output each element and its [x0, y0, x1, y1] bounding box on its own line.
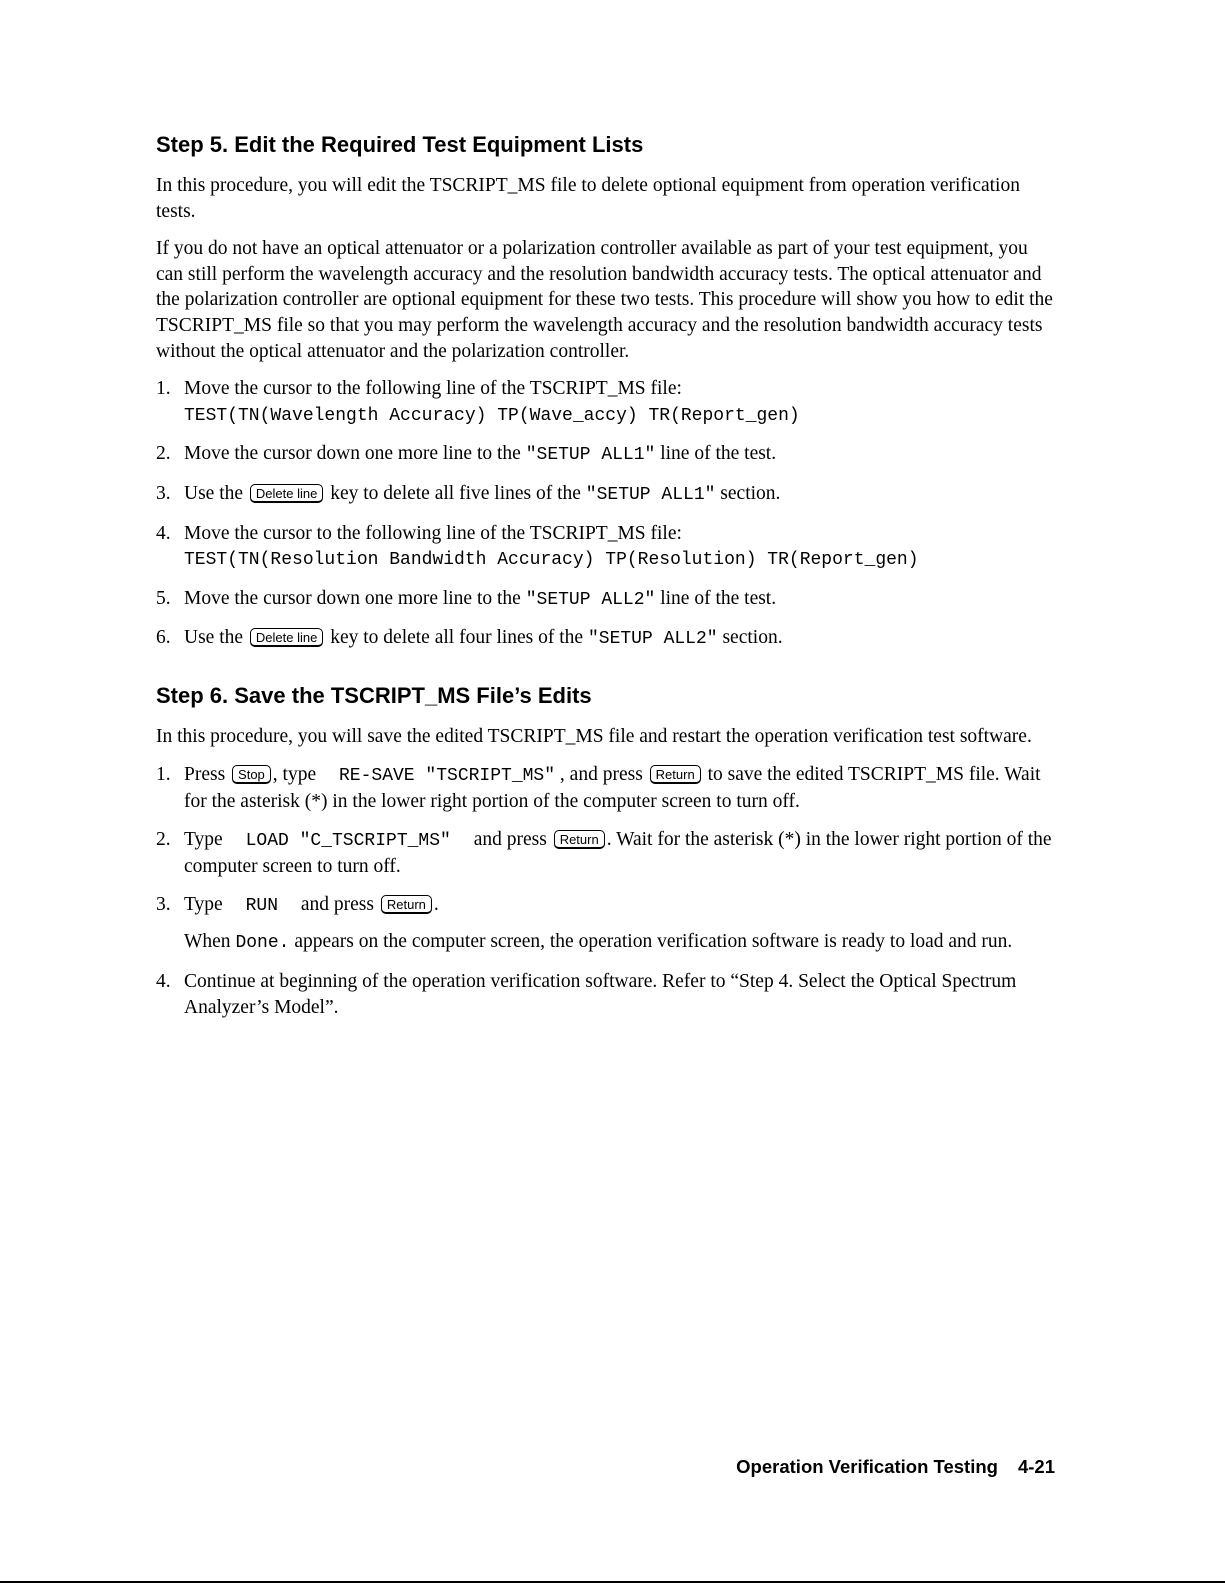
delete-line-key: Delete line — [250, 628, 323, 647]
delete-line-key: Delete line — [250, 484, 323, 503]
return-key: Return — [554, 830, 605, 849]
code-text: "SETUP ALL1" — [585, 484, 716, 505]
code-text: "SETUP ALL2" — [525, 589, 656, 610]
item-note: When Done. appears on the computer screen, the operation verification software is ready to load and run. — [184, 931, 1013, 954]
code-text: RE-SAVE "TSCRIPT_MS" — [339, 765, 556, 786]
list-item: 4. Move the cursor to the following line of the TSCRIPT_MS file: TEST(TN(Resolution Bandwidth Accuracy) TP(Resolution) TR(Report_gen) — [156, 522, 919, 571]
step5-intro: In this procedure, you will edit the TSCRIPT_MS file to delete optional equipment from operation verification tests. — [156, 175, 1020, 222]
step5-paragraph: If you do not have an optical attenuator or a polarization controller available as part of your test equipment, you can still perform the wavelength accuracy and the resolution bandwidth accuracy tests. The optical attenuator and the polarization controller are optional equipment for these two tests. This procedure will show you how to edit the TSCRIPT_MS file so that you may perform the wavelength accuracy and the resolution bandwidth accuracy tests without the optical attenuator and the polarization controller. — [156, 238, 1053, 362]
code-text: Done. — [235, 933, 290, 954]
page-number: 4-21 — [1017, 1456, 1055, 1477]
list-item: 1. Move the cursor to the following line of the TSCRIPT_MS file: TEST(TN(Wavelength Accuracy) TP(Wave_accy) TR(Report_gen) — [156, 378, 800, 426]
return-key: Return — [650, 765, 701, 784]
list-item: 4. Continue at beginning of the operation verification software. Refer to “Step 4. Select the Optical Spectrum Analyzer’s Model”. — [156, 971, 1017, 1018]
list-item: 5. Move the cursor down one more line to the "SETUP ALL2" line of the test. — [156, 587, 777, 610]
code-text: "SETUP ALL2" — [587, 629, 718, 650]
step5-list — [156, 376, 1056, 653]
step6-list — [156, 762, 1056, 1021]
list-item: 3. Use the Delete line key to delete all five lines of the "SETUP ALL1" section. — [156, 482, 781, 505]
code-line: TEST(TN(Wavelength Accuracy) TP(Wave_accy) TR(Report_gen) — [184, 405, 800, 426]
page-content — [156, 130, 1056, 1032]
list-item: 2. Move the cursor down one more line to the "SETUP ALL1" line of the test. — [156, 443, 777, 466]
return-key: Return — [381, 895, 432, 914]
step5-heading: Step 5. Edit the Required Test Equipment Lists — [156, 132, 644, 157]
stop-key: Stop — [232, 765, 271, 784]
list-item: 2. Type LOAD "C_TSCRIPT_MS" and press Return . Wait for the asterisk (*) in the lower right portion of the computer screen to turn off. — [156, 828, 1052, 878]
code-text: "SETUP ALL1" — [525, 445, 656, 466]
page-footer — [736, 1456, 1055, 1478]
step6-section — [156, 681, 1056, 1020]
code-line: TEST(TN(Resolution Bandwidth Accuracy) TP(Resolution) TR(Report_gen) — [184, 550, 919, 571]
footer-title: Operation Verification Testing — [736, 1456, 998, 1477]
list-item: 6. Use the Delete line key to delete all four lines of the "SETUP ALL2" section. — [156, 627, 783, 650]
list-item: 1. Press Stop , type RE-SAVE "TSCRIPT_MS" , and press Return to save the edited TSCRIPT_MS file. Wait for the asterisk (*) in the lower right portion of the computer screen to turn off. — [156, 763, 1041, 813]
step6-heading: Step 6. Save the TSCRIPT_MS File’s Edits — [156, 682, 592, 708]
code-text: RUN — [245, 895, 278, 916]
code-text: LOAD "C_TSCRIPT_MS" — [245, 830, 451, 851]
bottom-rule — [0, 1581, 1225, 1583]
list-item: 3. Type RUN and press Return . When Done. appears on the computer screen, the operation verification software is ready to load and run. — [156, 892, 1056, 957]
step6-intro: In this procedure, you will save the edited TSCRIPT_MS file and restart the operation verification test software. — [156, 725, 1032, 747]
